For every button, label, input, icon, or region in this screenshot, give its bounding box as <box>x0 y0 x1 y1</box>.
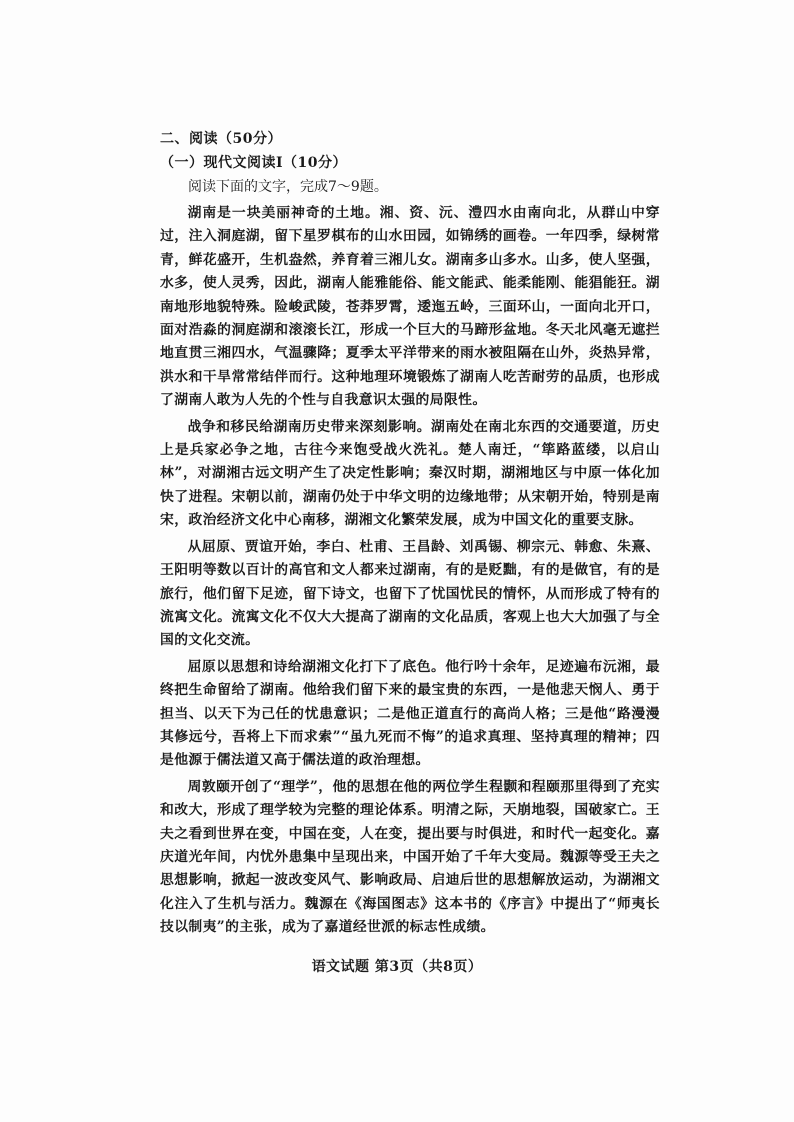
subsection-title: （一）现代文阅读Ⅰ（10分） <box>160 155 348 171</box>
reading-instruction: 阅读下面的文字，完成7～9题。 <box>188 179 388 195</box>
section-title: 二、阅读（50分） <box>160 131 282 147</box>
passage-paragraph-5: 周敦颐开创了“理学”，他的思想在他的两位学生程颢和程颐那里得到了充实和改大，形成了理学较为完整的理论体系。明清之际，天崩地裂，国破家亡。王夫之看到世界在变，中国在变，人在变，提出要与时俱进，和时代一起变化。嘉庆道光年间，内忧外患集中呈现出来，中国开始了千年大变局。魏源等受王夫之思想影响，掀起一波改变风气、影响政局、启迪后世的思想解放运动，为湖湘文化注入了生机与活力。魏源在《海国图志》这本书的《序言》中提出了“师夷长技以制夷”的主张，成为了嘉道经世派的标志性成绩。 <box>160 778 660 936</box>
page-footer: 语文试题 第3页（共8页） <box>311 959 483 975</box>
passage-paragraph-1: 湖南是一块美丽神奇的土地。湘、资、沅、澧四水由南向北，从群山中穿过，注入洞庭湖，留下星罗棋布的山水田园，如锦绣的画卷。一年四季，绿树常青，鲜花盛开，生机盎然，养育着三湘儿女。湖南多山多水。山多，使人坚强，水多，使人灵秀，因此，湖南人能雅能俗、能文能武、能柔能刚、能猖能狂。湖南地形地貌特殊。险峻武陵，苍莽罗霄，逶迤五岭，三面环山，一面向北开口，面对浩淼的洞庭湖和滚滚长江，形成一个巨大的马蹄形盆地。冬天北风毫无遮拦地直贯三湘四水，气温骤降；夏季太平洋带来的雨水被阻隔在山外，炎热异常，洪水和干旱常常结伴而行。这种地理环境锻炼了湖南人吃苦耐劳的品质，也形成了湖南人敢为人先的个性与自我意识太强的局限性。 <box>160 205 660 409</box>
passage-paragraph-3: 从屈原、贾谊开始，李白、杜甫、王昌龄、刘禹锡、柳宗元、韩愈、朱熹、王阳明等数以百计的高官和文人都来过湖南，有的是贬黜，有的是做官，有的是旅行，他们留下足迹，留下诗文，也留下了忧国忧民的情怀，从而形成了特有的流寓文化。流寓文化不仅大大提高了湖南的文化品质，客观上也大大加强了与全国的文化交流。 <box>160 538 660 649</box>
page-content <box>160 128 660 943</box>
reading-passage <box>160 202 660 940</box>
passage-paragraph-2: 战争和移民给湖南历史带来深刻影响。湖南处在南北东西的交通要道，历史上是兵家必争之地，古往今来饱受战火洗礼。楚人南迁，“筚路蓝缕，以启山林”，对湖湘古远文明产生了决定性影响；秦汉时期，湖湘地区与中原一体化加快了进程。宋朝以前，湖南仍处于中华文明的边缘地带；从宋朝开始，特别是南宋，政治经济文化中心南移，湖湘文化繁荣发展，成为中国文化的重要支脉。 <box>160 418 660 529</box>
passage-paragraph-4: 屈原以思想和诗给湖湘文化打下了底色。他行吟十余年，足迹遍布沅湘，最终把生命留给了湖南。他给我们留下来的最宝贵的东西，一是他悲天悯人、勇于担当、以天下为己任的忧患意识；二是他正道直行的高尚人格；三是他“路漫漫其修远兮，吾将上下而求索”“虽九死而不悔”的追求真理、坚持真理的精神；四是他源于儒法道又高于儒法道的政治理想。 <box>160 658 660 769</box>
